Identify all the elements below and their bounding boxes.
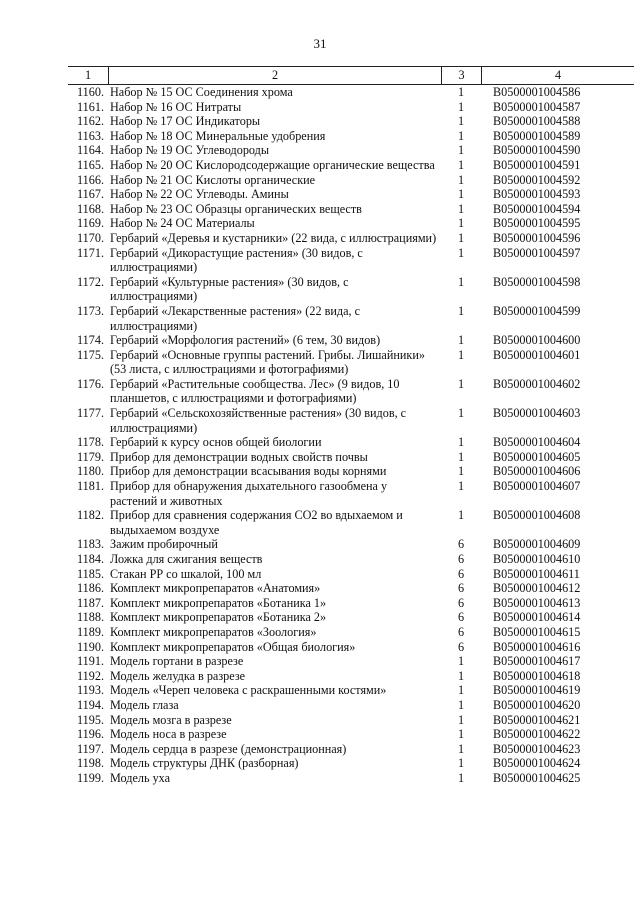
table-row xyxy=(68,100,634,115)
item-quantity: 6 xyxy=(457,624,465,639)
item-name: Прибор для обнаружения дыхательного газообмена у растений и животных xyxy=(110,479,388,508)
inventory-code: В0500001004586 xyxy=(493,85,581,99)
row-number: 1176. xyxy=(77,376,104,391)
row-number: 1198. xyxy=(77,756,104,771)
item-quantity: 1 xyxy=(457,654,465,669)
item-name: Набор № 23 ОС Образцы органических веществ xyxy=(110,201,362,216)
item-name: Комплект микропрепаратов «Ботаника 2» xyxy=(110,610,327,625)
item-quantity: 1 xyxy=(457,741,465,756)
inventory-code: В0500001004612 xyxy=(493,581,581,596)
item-quantity: 6 xyxy=(457,595,465,610)
row-number: 1182. xyxy=(77,508,104,523)
inventory-code: В0500001004610 xyxy=(493,552,581,566)
item-quantity: 1 xyxy=(457,187,465,202)
table-row xyxy=(68,406,634,435)
header-col-1: 1 xyxy=(84,68,92,82)
item-quantity: 1 xyxy=(457,333,465,348)
item-name: Зажим пробирочный xyxy=(110,537,218,552)
row-number: 1181. xyxy=(77,479,104,494)
item-name: Модель уха xyxy=(110,770,171,785)
header-col-3: 3 xyxy=(441,67,481,84)
item-quantity: 1 xyxy=(457,756,465,771)
row-number: 1197. xyxy=(77,741,104,756)
item-quantity: 1 xyxy=(457,245,465,260)
header-col-4: 4 xyxy=(481,67,634,84)
item-quantity: 1 xyxy=(457,201,465,216)
table-row xyxy=(68,435,634,450)
inventory-code: В0500001004593 xyxy=(493,187,581,202)
row-number: 1183. xyxy=(77,537,104,552)
table-row xyxy=(68,713,634,728)
inventory-code: В0500001004587 xyxy=(493,99,581,114)
item-name: Прибор для демонстрации водных свойств почвы xyxy=(110,449,368,464)
item-name: Модель гортани в разрезе xyxy=(110,654,244,669)
item-name: Модель «Череп человека с раскрашенными костями» xyxy=(110,683,387,698)
inventory-code: В0500001004598 xyxy=(493,274,581,289)
inventory-code: В0500001004621 xyxy=(493,712,581,727)
row-number: 1192. xyxy=(77,668,104,683)
table-row xyxy=(68,698,634,713)
item-name: Набор № 22 ОС Углеводы. Амины xyxy=(110,187,289,202)
page-number: 31 xyxy=(313,36,327,51)
inventory-code: В0500001004624 xyxy=(493,756,581,771)
row-number: 1163. xyxy=(77,128,104,143)
item-quantity: 1 xyxy=(457,508,465,523)
table-row xyxy=(68,654,634,669)
header-col-2: 2 xyxy=(108,67,441,84)
item-quantity: 1 xyxy=(457,157,465,172)
inventory-code: В0500001004588 xyxy=(493,114,581,129)
inventory-code: В0500001004604 xyxy=(493,435,581,450)
table-row xyxy=(68,231,634,246)
table-row xyxy=(68,683,634,698)
item-quantity: 6 xyxy=(457,581,465,596)
item-quantity: 1 xyxy=(457,216,465,231)
table-row xyxy=(68,727,634,742)
inventory-code: В0500001004613 xyxy=(493,595,581,610)
item-quantity: 1 xyxy=(457,770,465,785)
table-row xyxy=(68,348,634,377)
inventory-code: В0500001004620 xyxy=(493,697,581,712)
table-row xyxy=(68,216,634,231)
row-number: 1195. xyxy=(77,712,104,727)
item-name: Модель сердца в разрезе (демонстрационная) xyxy=(110,741,347,756)
item-name: Стакан РР со шкалой, 100 мл xyxy=(110,566,262,581)
table-row xyxy=(68,304,634,333)
item-quantity: 1 xyxy=(457,172,465,187)
item-quantity: 1 xyxy=(457,449,465,464)
row-number: 1193. xyxy=(77,683,104,698)
inventory-code: В0500001004619 xyxy=(493,683,581,698)
item-quantity: 1 xyxy=(457,435,465,450)
table-row xyxy=(68,508,634,537)
item-quantity: 1 xyxy=(457,376,465,391)
table-row xyxy=(68,756,634,771)
item-name: Набор № 16 ОС Нитраты xyxy=(110,99,242,114)
inventory-code: В0500001004590 xyxy=(493,143,581,158)
item-name: Модель носа в разрезе xyxy=(110,727,227,742)
row-number: 1173. xyxy=(77,303,104,318)
table-row xyxy=(68,173,634,188)
inventory-table xyxy=(68,66,634,786)
table-row xyxy=(68,742,634,757)
inventory-code: В0500001004611 xyxy=(493,566,580,581)
item-quantity: 1 xyxy=(457,143,465,158)
table-row xyxy=(68,246,634,275)
item-name: Прибор для демонстрации всасывания воды корнями xyxy=(110,464,387,479)
row-number: 1189. xyxy=(77,624,104,639)
item-quantity: 6 xyxy=(457,537,465,552)
item-name: Модель мозга в разрезе xyxy=(110,712,232,727)
item-name: Набор № 24 ОС Материалы xyxy=(110,216,255,231)
table-row xyxy=(68,158,634,173)
row-number: 1161. xyxy=(77,99,104,114)
table-row xyxy=(68,187,634,202)
row-number: 1177. xyxy=(77,406,104,421)
item-quantity: 1 xyxy=(457,712,465,727)
table-body xyxy=(68,85,634,786)
table-row xyxy=(68,129,634,144)
row-number: 1164. xyxy=(77,143,104,158)
inventory-code: В0500001004597 xyxy=(493,245,581,260)
row-number: 1199. xyxy=(77,770,104,785)
item-name: Набор № 18 ОС Минеральные удобрения xyxy=(110,128,326,143)
item-quantity: 1 xyxy=(457,114,465,129)
row-number: 1178. xyxy=(77,435,104,450)
inventory-code: В0500001004601 xyxy=(493,347,581,362)
inventory-code: В0500001004591 xyxy=(493,157,581,172)
row-number: 1172. xyxy=(77,274,104,289)
item-name: Набор № 20 ОС Кислородсодержащие органические вещества xyxy=(110,157,435,172)
inventory-code: В0500001004600 xyxy=(493,333,581,348)
row-number: 1170. xyxy=(77,230,104,245)
item-name: Комплект микропрепаратов «Зоология» xyxy=(110,624,317,639)
item-quantity: 1 xyxy=(457,406,465,421)
item-quantity: 1 xyxy=(457,230,465,245)
item-name: Гербарий «Сельскохозяйственные растения» (30 видов, с иллюстрациями) xyxy=(110,406,407,435)
inventory-code: В0500001004605 xyxy=(493,449,581,464)
item-name: Прибор для сравнения содержания СО2 во вдыхаемом и выдыхаемом воздухе xyxy=(110,508,403,537)
item-name: Набор № 15 ОС Соединения хрома xyxy=(110,85,293,99)
table-row xyxy=(68,202,634,217)
item-name: Гербарий «Лекарственные растения» (22 вида, с иллюстрациями) xyxy=(110,303,360,333)
row-number: 1162. xyxy=(77,114,104,129)
row-number: 1188. xyxy=(77,610,104,625)
table-row xyxy=(68,552,634,567)
table-row xyxy=(68,581,634,596)
inventory-code: В0500001004623 xyxy=(493,741,581,756)
item-name: Набор № 17 ОС Индикаторы xyxy=(110,114,261,129)
item-name: Комплект микропрепаратов «Анатомия» xyxy=(110,581,321,596)
inventory-code: В0500001004596 xyxy=(493,230,581,245)
table-row xyxy=(68,464,634,479)
inventory-code: В0500001004618 xyxy=(493,668,581,683)
table-row xyxy=(68,771,634,786)
item-quantity: 1 xyxy=(457,727,465,742)
item-name: Гербарий «Дикорастущие растения» (30 видов, с иллюстрациями) xyxy=(110,245,363,275)
item-name: Модель глаза xyxy=(110,697,179,712)
row-number: 1196. xyxy=(77,727,104,742)
inventory-code: В0500001004615 xyxy=(493,624,581,639)
item-quantity: 1 xyxy=(457,274,465,289)
table-row xyxy=(68,596,634,611)
item-name: Модель структуры ДНК (разборная) xyxy=(110,756,299,771)
table-row xyxy=(68,275,634,304)
table-row xyxy=(68,143,634,158)
row-number: 1187. xyxy=(77,595,104,610)
row-number: 1168. xyxy=(77,201,104,216)
row-number: 1186. xyxy=(77,581,104,596)
item-quantity: 1 xyxy=(457,347,465,362)
row-number: 1175. xyxy=(77,347,104,362)
table-row xyxy=(68,479,634,508)
item-quantity: 1 xyxy=(457,99,465,114)
inventory-code: В0500001004606 xyxy=(493,464,581,479)
row-number: 1184. xyxy=(77,552,104,566)
row-number: 1180. xyxy=(77,464,104,479)
inventory-code: В0500001004609 xyxy=(493,537,581,552)
inventory-code: В0500001004608 xyxy=(493,508,581,523)
item-name: Комплект микропрепаратов «Общая биология» xyxy=(110,639,356,654)
item-name: Набор № 19 ОС Углеводороды xyxy=(110,143,270,158)
item-quantity: 6 xyxy=(457,610,465,625)
inventory-code: В0500001004625 xyxy=(493,770,581,785)
table-row xyxy=(68,450,634,465)
item-name: Комплект микропрепаратов «Ботаника 1» xyxy=(110,595,327,610)
item-quantity: 6 xyxy=(457,552,465,566)
table-row xyxy=(68,333,634,348)
item-name: Гербарий к курсу основ общей биологии xyxy=(110,435,322,450)
inventory-code: В0500001004599 xyxy=(493,303,581,318)
row-number: 1191. xyxy=(77,654,104,669)
inventory-code: В0500001004607 xyxy=(493,479,581,494)
item-quantity: 1 xyxy=(457,85,465,99)
item-quantity: 1 xyxy=(457,479,465,494)
table-row xyxy=(68,537,634,552)
item-name: Гербарий «Морфология растений» (6 тем, 30 видов) xyxy=(110,333,381,348)
table-header xyxy=(68,66,634,85)
table-row xyxy=(68,610,634,625)
table-row xyxy=(68,625,634,640)
row-number: 1185. xyxy=(77,566,104,581)
item-quantity: 6 xyxy=(457,566,465,581)
item-name: Гербарий «Деревья и кустарники» (22 вида, с иллюстрациями) xyxy=(110,230,437,245)
item-quantity: 1 xyxy=(457,683,465,698)
inventory-code: В0500001004592 xyxy=(493,172,581,187)
table-row xyxy=(68,377,634,406)
row-number: 1174. xyxy=(77,333,104,348)
table-row xyxy=(68,85,634,100)
inventory-code: В0500001004603 xyxy=(493,406,581,421)
item-quantity: 6 xyxy=(457,639,465,654)
item-quantity: 1 xyxy=(457,464,465,479)
item-name: Гербарий «Культурные растения» (30 видов, с иллюстрациями) xyxy=(110,274,349,304)
row-number: 1190. xyxy=(77,639,104,654)
row-number: 1171. xyxy=(77,245,104,260)
row-number: 1160. xyxy=(77,85,104,99)
item-name: Набор № 21 ОС Кислоты органические xyxy=(110,172,316,187)
inventory-code: В0500001004594 xyxy=(493,201,581,216)
row-number: 1169. xyxy=(77,216,104,231)
inventory-code: В0500001004617 xyxy=(493,654,581,669)
inventory-code: В0500001004616 xyxy=(493,639,581,654)
item-quantity: 1 xyxy=(457,697,465,712)
item-name: Гербарий «Растительные сообщества. Лес» (9 видов, 10 планшетов, с иллюстрациями и фотографиями) xyxy=(110,376,400,406)
inventory-code: В0500001004595 xyxy=(493,216,581,231)
inventory-code: В0500001004614 xyxy=(493,610,581,625)
row-number: 1167. xyxy=(77,187,104,202)
row-number: 1166. xyxy=(77,172,104,187)
table-row xyxy=(68,669,634,684)
inventory-code: В0500001004589 xyxy=(493,128,581,143)
item-quantity: 1 xyxy=(457,668,465,683)
item-quantity: 1 xyxy=(457,128,465,143)
item-quantity: 1 xyxy=(457,303,465,318)
item-name: Ложка для сжигания веществ xyxy=(110,552,263,566)
table-row xyxy=(68,114,634,129)
inventory-code: В0500001004602 xyxy=(493,376,581,391)
row-number: 1179. xyxy=(77,449,104,464)
table-row xyxy=(68,640,634,655)
inventory-code: В0500001004622 xyxy=(493,727,581,742)
item-name: Модель желудка в разрезе xyxy=(110,668,246,683)
item-name: Гербарий «Основные группы растений. Грибы. Лишайники» (53 листа, с иллюстрациями и фотографиями) xyxy=(110,347,425,377)
table-row xyxy=(68,567,634,582)
row-number: 1194. xyxy=(77,697,104,712)
row-number: 1165. xyxy=(77,157,104,172)
